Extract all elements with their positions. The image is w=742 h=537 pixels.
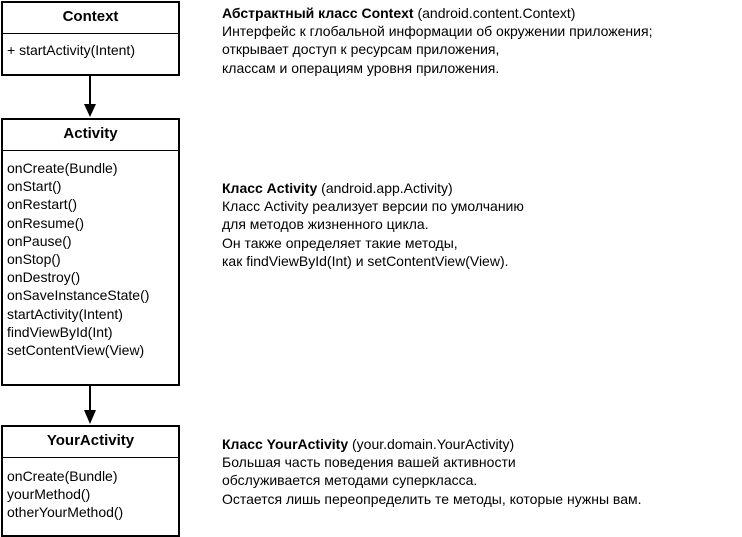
arrowhead-context-to-activity <box>84 104 96 117</box>
description-line: открывает доступ к ресурсам приложения, <box>222 41 500 58</box>
method-item: onCreate(Bundle) <box>7 160 118 176</box>
description-heading-package: (your.domain.YourActivity) <box>348 436 515 452</box>
description-line: как findViewById(Int) и setContentView(View). <box>222 252 509 269</box>
context-class-name: Context <box>3 3 178 34</box>
description-heading-bold: Класс Activity <box>222 180 318 196</box>
description-line: Большая часть поведения вашей активности <box>222 454 516 471</box>
method-item: setContentView(View) <box>7 342 145 359</box>
description-line: классам и операциям уровня приложения. <box>222 59 500 76</box>
description-heading <box>222 4 652 22</box>
method-item: onDestroy() <box>7 269 81 286</box>
method-item: + startActivity(Intent) <box>7 42 135 58</box>
method-item: yourMethod() <box>7 486 91 503</box>
method-item: onRestart() <box>7 196 78 213</box>
context-methods <box>3 34 178 63</box>
description-heading-package: (android.app.Activity) <box>317 180 453 196</box>
activity-description <box>222 179 524 270</box>
description-line: Он также определяет такие методы, <box>222 234 458 251</box>
description-line: Остается лишь переопределить те методы, которые нужны вам. <box>222 490 642 507</box>
method-item: onSaveInstanceState() <box>7 287 150 304</box>
activity-class-box <box>1 118 180 386</box>
description-heading-package: (android.content.Context) <box>413 5 576 21</box>
description-line: обслуживается методами суперкласса. <box>222 472 478 489</box>
context-class-box <box>1 1 180 76</box>
youractivity-class-name: YourActivity <box>3 427 178 458</box>
method-item: onStop() <box>7 251 61 268</box>
method-item: startActivity(Intent) <box>7 305 123 322</box>
method-item: otherYourMethod() <box>7 504 124 521</box>
activity-methods <box>3 151 178 363</box>
activity-class-name: Activity <box>3 120 178 151</box>
description-heading <box>222 435 642 453</box>
youractivity-class-box <box>1 425 180 537</box>
description-line: для методов жизненного цикла. <box>222 216 429 233</box>
description-heading <box>222 179 524 197</box>
youractivity-methods <box>3 458 178 526</box>
description-line: Класс Activity реализует версии по умолчанию <box>222 198 524 215</box>
context-description <box>222 4 652 77</box>
arrowhead-activity-to-youractivity <box>84 410 96 424</box>
method-item: onStart() <box>7 178 62 195</box>
description-heading-bold: Класс YourActivity <box>222 436 349 452</box>
method-item: onResume() <box>7 214 85 231</box>
method-item: onCreate(Bundle) <box>7 468 118 484</box>
youractivity-description <box>222 435 642 508</box>
description-heading-bold: Абстрактный класс Context <box>222 5 414 21</box>
description-line: Интерфейс к глобальной информации об окружении приложения; <box>222 23 653 40</box>
method-item: onPause() <box>7 232 72 249</box>
method-item: findViewById(Int) <box>7 323 113 340</box>
